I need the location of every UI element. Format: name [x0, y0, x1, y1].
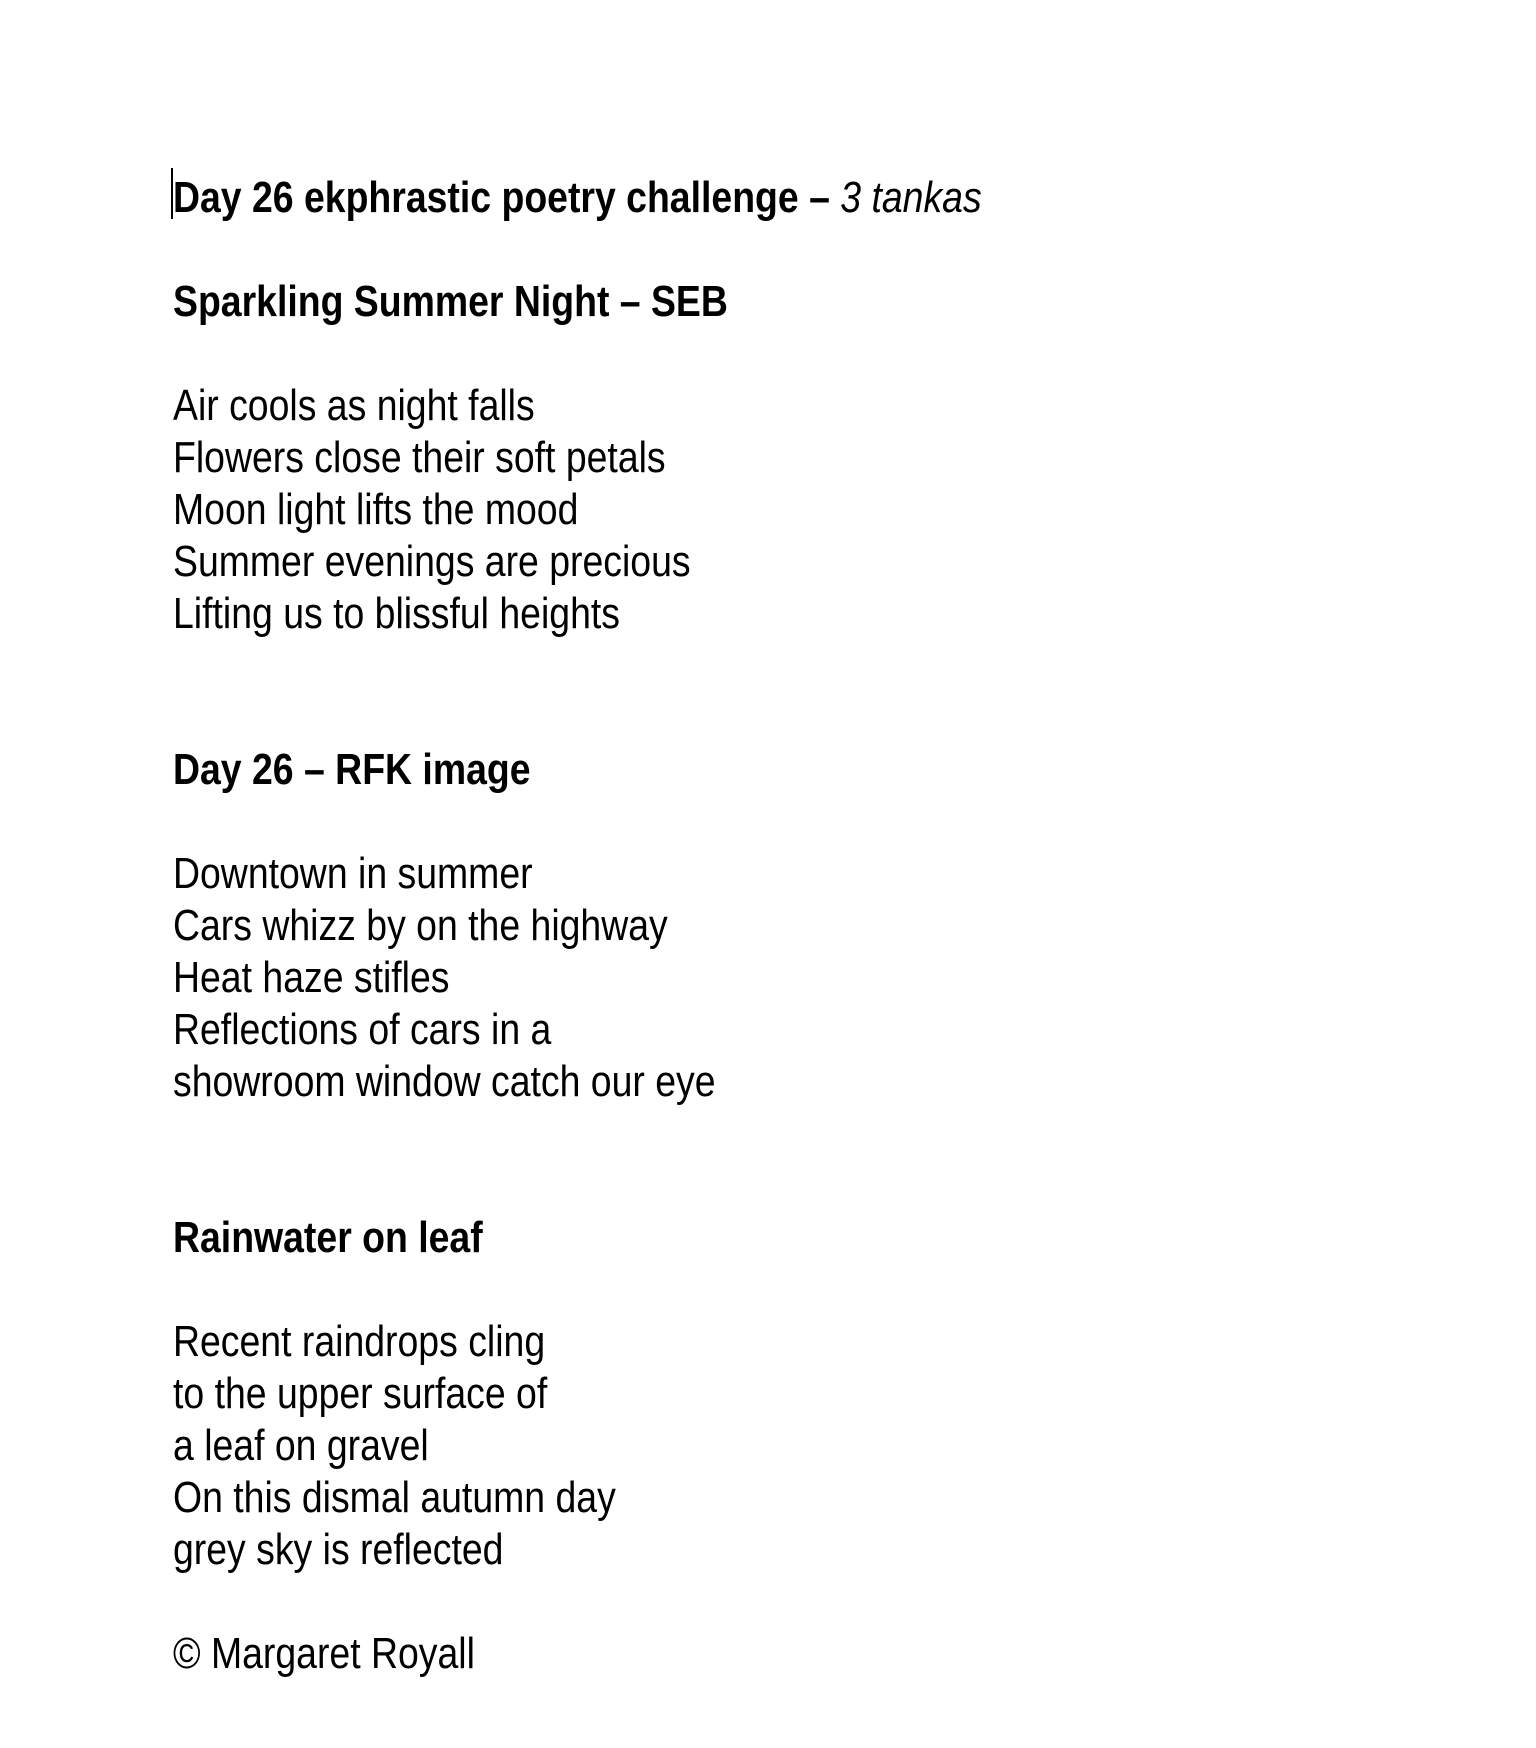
poem-line[interactable]: Lifting us to blissful heights: [173, 589, 620, 638]
poem-line[interactable]: Cars whizz by on the highway: [173, 901, 668, 950]
heading-rainwater-on-leaf[interactable]: Rainwater on leaf: [173, 1213, 483, 1262]
document-title[interactable]: [173, 172, 1332, 224]
poem-line[interactable]: Moon light lifts the mood: [173, 485, 579, 534]
poem-line[interactable]: Air cools as night falls: [173, 381, 535, 430]
poem-line[interactable]: Recent raindrops cling: [173, 1317, 546, 1366]
copyright-line[interactable]: © Margaret Royall: [173, 1629, 475, 1678]
poem-line[interactable]: a leaf on gravel: [173, 1421, 429, 1470]
poem-line[interactable]: On this dismal autumn day: [173, 1473, 616, 1522]
poem-line[interactable]: Flowers close their soft petals: [173, 433, 666, 482]
heading-day-26-rfk-image[interactable]: Day 26 – RFK image: [173, 745, 531, 794]
poem-line[interactable]: Reflections of cars in a: [173, 1005, 552, 1054]
poem-line[interactable]: showroom window catch our eye: [173, 1057, 716, 1106]
poem-line[interactable]: grey sky is reflected: [173, 1525, 504, 1574]
stanza-1: [173, 380, 1536, 640]
stanza-3: [173, 1316, 1536, 1576]
poem-line[interactable]: Downtown in summer: [173, 849, 533, 898]
heading-sparkling-summer-night[interactable]: Sparkling Summer Night – SEB: [173, 277, 728, 326]
title-bold-text: Day 26 ekphrastic poetry challenge –: [173, 173, 841, 222]
poem-line[interactable]: Summer evenings are precious: [173, 537, 691, 586]
poem-line[interactable]: to the upper surface of: [173, 1369, 548, 1418]
stanza-2: [173, 848, 1536, 1108]
title-italic-text: 3 tankas: [840, 173, 982, 222]
poem-line[interactable]: Heat haze stifles: [173, 953, 450, 1002]
